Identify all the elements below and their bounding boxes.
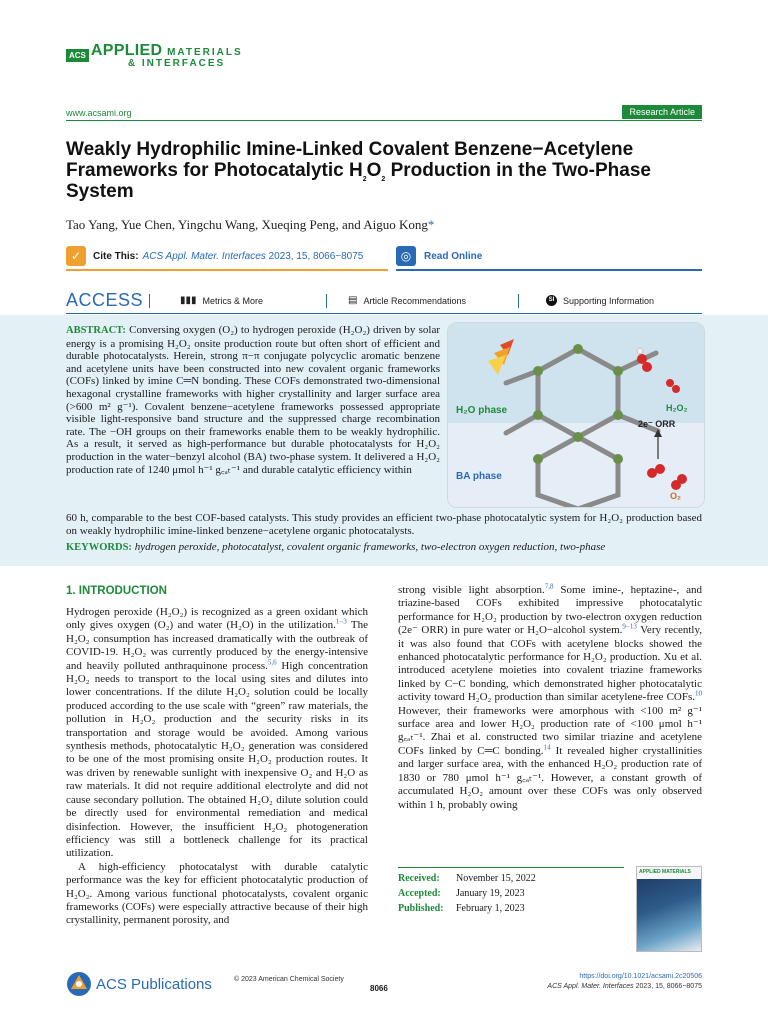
article-icon: ▤: [348, 295, 358, 306]
journal-cover-thumbnail[interactable]: [636, 866, 702, 952]
footer-reference: ACS Appl. Mater. Interfaces 2023, 15, 8066−8075: [547, 983, 702, 990]
supporting-info-link[interactable]: SI Supporting Information: [546, 295, 654, 306]
read-online-box[interactable]: [396, 243, 702, 271]
article-title: Weakly Hydrophilic Imine-Linked Covalent Benzene−Acetylene Frameworks for Photocatalytic $H_2O_2$ Production in the Two-Phase System: [66, 139, 651, 202]
h2o-phase-label: H₂O phase: [456, 405, 508, 416]
header-divider: [66, 120, 702, 121]
toc-graphic: [447, 322, 705, 508]
citation-link[interactable]: 5,6: [267, 657, 277, 666]
citation-link[interactable]: 7,8: [544, 582, 554, 591]
abstract-text: ABSTRACT: Conversing oxygen (O₂) to hydrogen peroxide (H₂O₂) driven by solar energy is a promising H₂O₂ onsite production route but often short of efficient and durable photocatalysts. Herein, strong π−π conjugate polycyclic aromatic benzene and acetylene units have been constructed into new covalent organic frameworks (COFs) linked by imine C═N bonding. These COFs demonstrated two-dimensional hexagonal crystalline frameworks with higher crystallinity and larger surface area (>600 m² g⁻¹). Covalent benzene−acetylene frameworks possessed appropriate visible light-responsive band structure and the suppressed charge recombination rate. The −OH groups on their frameworks enable them to be weakly hydrophilic. As a result, it served as high-performance but durable photocatalysts for H₂O₂ production in the water−benzyl alcohol (BA) two-phase system. It delivered a H₂O₂ production rate of 1240 μmol h⁻¹ g꜀ₐₜ⁻¹ and durable catalytic efficiency within: [66, 324, 440, 476]
h2o2-label: H₂O₂: [666, 403, 688, 413]
bar-chart-icon: ▮▮▮: [180, 295, 197, 306]
doi-block: [547, 972, 702, 992]
checkmark-icon: ✓: [66, 246, 86, 266]
abstract-text-continued: 60 h, comparable to the best COF-based catalysts. This study provides an efficient two-phase photocatalytic system for H₂O₂ production based on weakly hydrophilic imine-linked benzene−acetylene organic photocatalysts.: [66, 512, 702, 537]
author-list: Tao Yang, Yue Chen, Yingchu Wang, Xueqing Peng, and Aiguo Kong*: [66, 217, 435, 232]
accepted-date: January 19, 2023: [456, 888, 525, 899]
received-date: November 15, 2022: [456, 873, 536, 884]
metrics-link[interactable]: ▮▮▮ Metrics & More: [180, 295, 264, 306]
o2-label: O₂: [670, 491, 681, 501]
cof-framework-illustration: [448, 323, 705, 508]
si-icon: SI: [546, 295, 557, 306]
journal-name-materials: MATERIALS: [167, 47, 243, 58]
recommendations-link[interactable]: ▤ Article Recommendations: [348, 295, 466, 306]
article-dates: Received: November 15, 2022 Accepted: January 19, 2023 Published: February 1, 2023: [398, 867, 624, 916]
h2o2-molecule-icon: [666, 379, 674, 387]
citation-link[interactable]: 9−13: [622, 622, 637, 631]
published-date: February 1, 2023: [456, 903, 525, 914]
page-number: 8066: [370, 984, 388, 993]
cite-reference[interactable]: ACS Appl. Mater. Interfaces 2023, 15, 8066−8075: [142, 250, 364, 262]
copyright: © 2023 American Chemical Society: [234, 976, 344, 983]
cover-title: APPLIED MATERIALS: [637, 867, 701, 879]
keywords: KEYWORDS: hydrogen peroxide, photocatalyst, covalent organic frameworks, two-electron oxygen reduction, two-phase: [66, 541, 606, 553]
cite-label: Cite This:: [93, 250, 139, 262]
section-heading-introduction: 1. INTRODUCTION: [66, 585, 167, 597]
globe-icon: ◎: [396, 246, 416, 266]
journal-name-applied: APPLIED: [90, 42, 163, 59]
article-type-badge: Research Article: [622, 105, 702, 119]
citation-link[interactable]: 10: [695, 689, 702, 698]
access-bar: [66, 288, 702, 314]
citation-link[interactable]: 1−3: [335, 617, 347, 626]
access-label: ACCESS: [66, 290, 144, 310]
intro-paragraph-1: Hydrogen peroxide (H₂O₂) is recognized as a green oxidant which only gives oxygen (O₂) and water (H₂O) in the utilization.$^{1-3}$ The H₂O₂ consumption has increased dramatically with the outbreak of COVID-19. H₂O₂ was currently produced by the energy-intensive and heavily polluted anthraquinone process.$^{5,6}$ High concentration H₂O₂ needs to transport to the local using sites and dilutes into lower concentrations. If the dilute H₂O₂ solution could be locally produced according to the use scale with “green” raw materials, the pollution in H₂O₂ production and the security risks in its transportation and storage would be avoided. Among various synthesis methods, photocatalytic H₂O₂ generation was considered to be one of the most promising onsite H₂O₂ production routes. It was driven by renewable sunlight with inexpensive O₂ and H₂O as raw materials. It did not require additional electrolyte and did not cause secondary pollution. The obtained H₂O₂ dilute solution could be directly used for environmental remediation and medical disinfection. However, the insufficient H₂O₂ photogeneration efficiency was still a bottleneck challenge for its practical utilization.: [66, 606, 369, 860]
acs-emblem-icon: [66, 971, 92, 997]
access-divider: [149, 294, 150, 308]
journal-name-interfaces: & INTERFACES: [127, 58, 226, 69]
body-column-left: [66, 606, 368, 928]
read-online-link[interactable]: Read Online: [424, 250, 483, 262]
body-column-right: [398, 584, 702, 812]
acs-publications-logo[interactable]: ACS Publications: [66, 971, 212, 997]
intro-paragraph-2: A high-efficiency photocatalyst with durable catalytic performance was the key for efficient photocatalytic production of H₂O₂. Among various functional photocatalysts, covalent organic frameworks (COFs) were especially attractive because of their high crystallinity, permanent porosity, and: [66, 860, 368, 927]
acs-logo-box: ACS: [66, 49, 89, 62]
citation-link[interactable]: 14: [543, 743, 551, 752]
intro-paragraph-3: strong visible light absorption.$^{7,8}$ Some imine-, heptazine-, and triazine-based COFs exhibited impressive photocatalytic performance for H₂O₂ production by two-electron oxygen reduction (2e⁻ ORR) in pure water or H₂O−alcohol system.$^{9-13}$ Very recently, it was also found that COFs with acetylene blocks showed the enhanced photocatalytic performance for H₂O₂ production. Xu et al. introduced acetylene moieties into covalent triazine frameworks linked by C−C bonding, which demonstrated higher photocatalytic activity toward H₂O₂ production than similar acetylene-free COFs.$^{10}$ However, their frameworks were amorphous with <100 m² g⁻¹ surface area and lower H₂O₂ production rate of <100 μmol h⁻¹ g꜀ₐₜ⁻¹. Zhai et al. constructed two similar triazine and acetylene COFs linked by C═C bonding.$^{14}$ It revealed higher crystallinities and larger surface area, with the enhanced H₂O₂ production rate of 1830 or 780 μmol h⁻¹ g꜀ₐₜ⁻¹. However, a constant growth of accumulated H₂O₂ amount over these COFs was only observed within 1 h, probably owing: [398, 582, 703, 811]
orr-label: 2e⁻ ORR: [638, 419, 676, 429]
doi-link[interactable]: https://doi.org/10.1021/acsami.2c20506: [579, 973, 702, 980]
journal-url[interactable]: www.acsami.org: [66, 108, 132, 118]
cite-this-box[interactable]: [66, 243, 388, 271]
corresponding-author-mark[interactable]: *: [427, 217, 435, 232]
ba-phase-label: BA phase: [456, 471, 502, 482]
journal-logo[interactable]: [66, 42, 243, 69]
